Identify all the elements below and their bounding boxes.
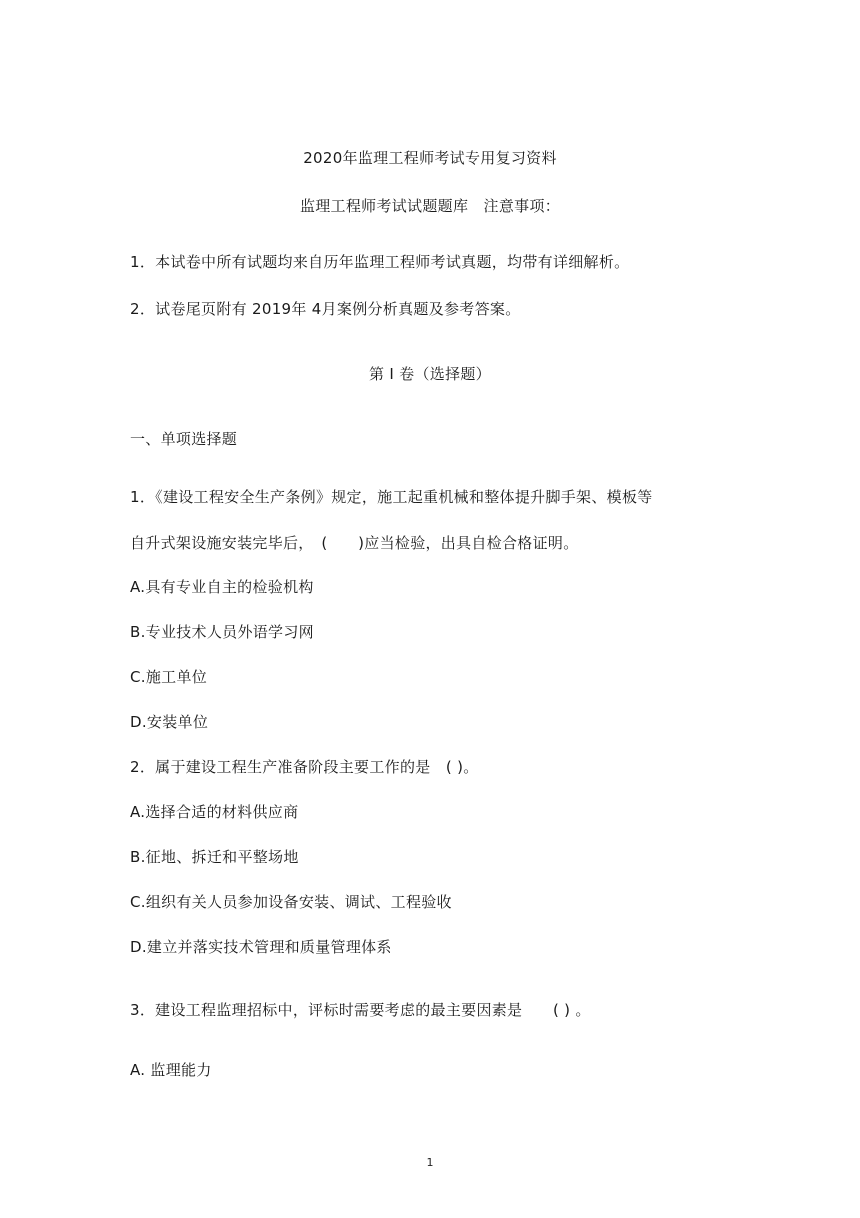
question-2-option-d: D.建立并落实技术管理和质量管理体系 <box>130 938 392 956</box>
question-1-stem-line-1: 1．《建设工程安全生产条例》规定，施工起重机械和整体提升脚手架、模板等 <box>130 488 653 506</box>
question-1-option-a: A.具有专业自主的检验机构 <box>130 578 314 596</box>
note-1: 1．本试卷中所有试题均来自历年监理工程师考试真题，均带有详细解析。 <box>130 253 630 271</box>
question-2-option-b: B.征地、拆迁和平整场地 <box>130 848 299 866</box>
question-1-option-b: B.专业技术人员外语学习网 <box>130 623 314 641</box>
note-2: 2．试卷尾页附有 2019年 4月案例分析真题及参考答案。 <box>130 300 521 318</box>
question-1-stem-line-2: 自升式架设施安装完毕后， ( )应当检验，出具自检合格证明。 <box>130 534 579 552</box>
document-title: 2020年监理工程师考试专用复习资料 <box>303 149 557 167</box>
document-subtitle: 监理工程师考试试题题库 注意事项： <box>299 197 561 215</box>
page-number: 1 <box>426 1156 434 1169</box>
question-1-option-d: D.安装单位 <box>130 713 209 731</box>
question-2-option-c: C.组织有关人员参加设备安装、调试、工程验收 <box>130 893 452 911</box>
question-1-option-c: C.施工单位 <box>130 668 208 686</box>
question-3-option-a: A. 监理能力 <box>130 1061 212 1079</box>
question-2-option-a: A.选择合适的材料供应商 <box>130 803 299 821</box>
question-3-stem: 3．建设工程监理招标中，评标时需要考虑的最主要因素是 ( ) 。 <box>130 1001 591 1019</box>
section-heading: 一、单项选择题 <box>130 430 238 448</box>
question-2-stem: 2．属于建设工程生产准备阶段主要工作的是 ( )。 <box>130 758 479 776</box>
volume-heading: 第 I 卷（选择题） <box>369 365 491 383</box>
